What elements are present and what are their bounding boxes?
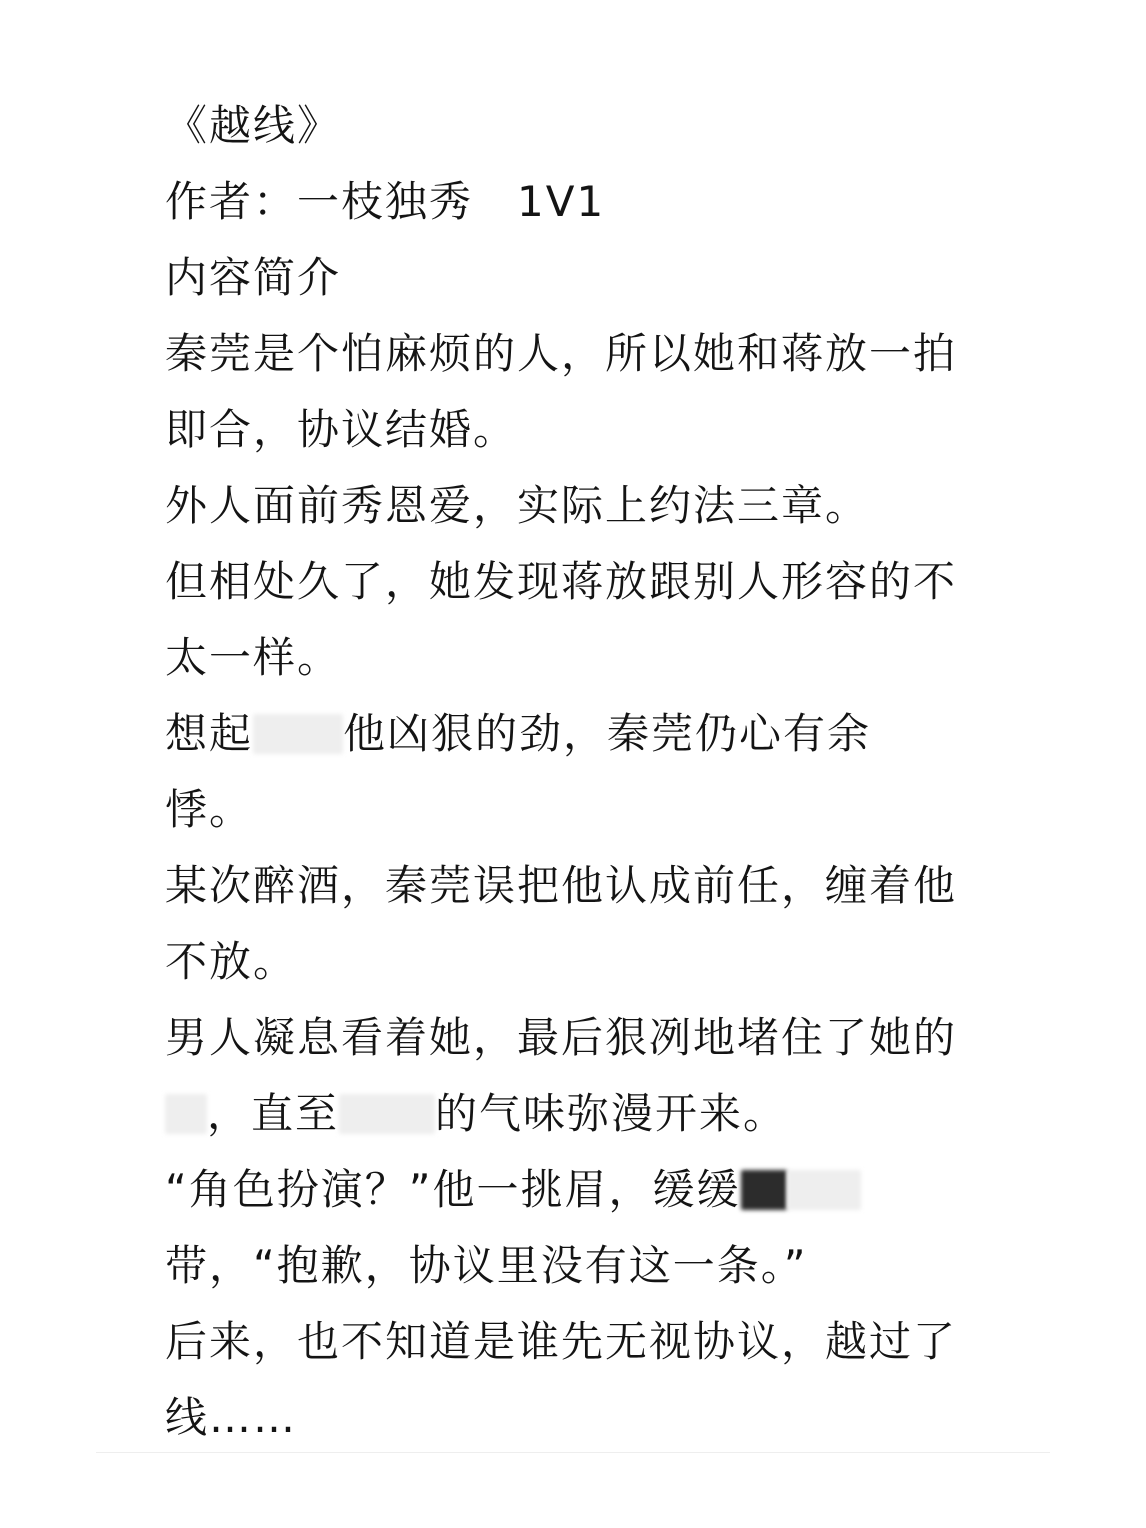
text-line: 太一样。 <box>165 633 342 682</box>
text-line: 秦莞是个怕麻烦的人，所以她和蒋放一拍 <box>165 329 958 378</box>
text-line: 不放。 <box>165 937 298 986</box>
text-line <box>165 696 1005 772</box>
synopsis-heading: 内容简介 <box>165 253 342 302</box>
text-line: 外人面前秀恩爱，实际上约法三章。 <box>165 481 870 530</box>
text-line: 带，“抱歉，协议里没有这一条。” <box>165 1241 808 1290</box>
text-line <box>165 1076 1005 1152</box>
text-line <box>165 1152 1005 1228</box>
text-line: 但相处久了，她发现蒋放跟别人形容的不 <box>165 557 958 606</box>
text-line: 线…… <box>165 1393 298 1442</box>
censored-blur <box>787 1170 861 1210</box>
text-line: 悸。 <box>165 785 254 834</box>
text-line: 某次醉酒，秦莞误把他认成前任，缠着他 <box>165 861 958 910</box>
text-fragment: 想起 <box>165 709 254 758</box>
text-line: 即合，协议结婚。 <box>165 405 518 454</box>
text-line: 男人凝息看着她，最后狠冽地堵住了她的 <box>165 1013 958 1062</box>
text-fragment: 他凶狠的劲，秦莞仍心有余 <box>343 709 872 758</box>
censored-blur <box>165 1094 207 1134</box>
divider <box>96 1452 1050 1453</box>
censored-blur <box>741 1170 787 1210</box>
text-fragment: 的气味弥漫开来。 <box>435 1089 788 1138</box>
text-fragment: ，直至 <box>207 1089 340 1138</box>
text-line: 后来，也不知道是谁先无视协议，越过了 <box>165 1317 958 1366</box>
text-fragment: “角色扮演？”他一挑眉，缓缓 <box>165 1165 741 1214</box>
synopsis-text <box>165 88 1005 1456</box>
author-line: 作者：一枝独秀 1V1 <box>165 177 606 226</box>
censored-blur <box>339 1094 435 1134</box>
book-title: 《越线》 <box>165 101 342 150</box>
censored-blur <box>253 714 343 754</box>
